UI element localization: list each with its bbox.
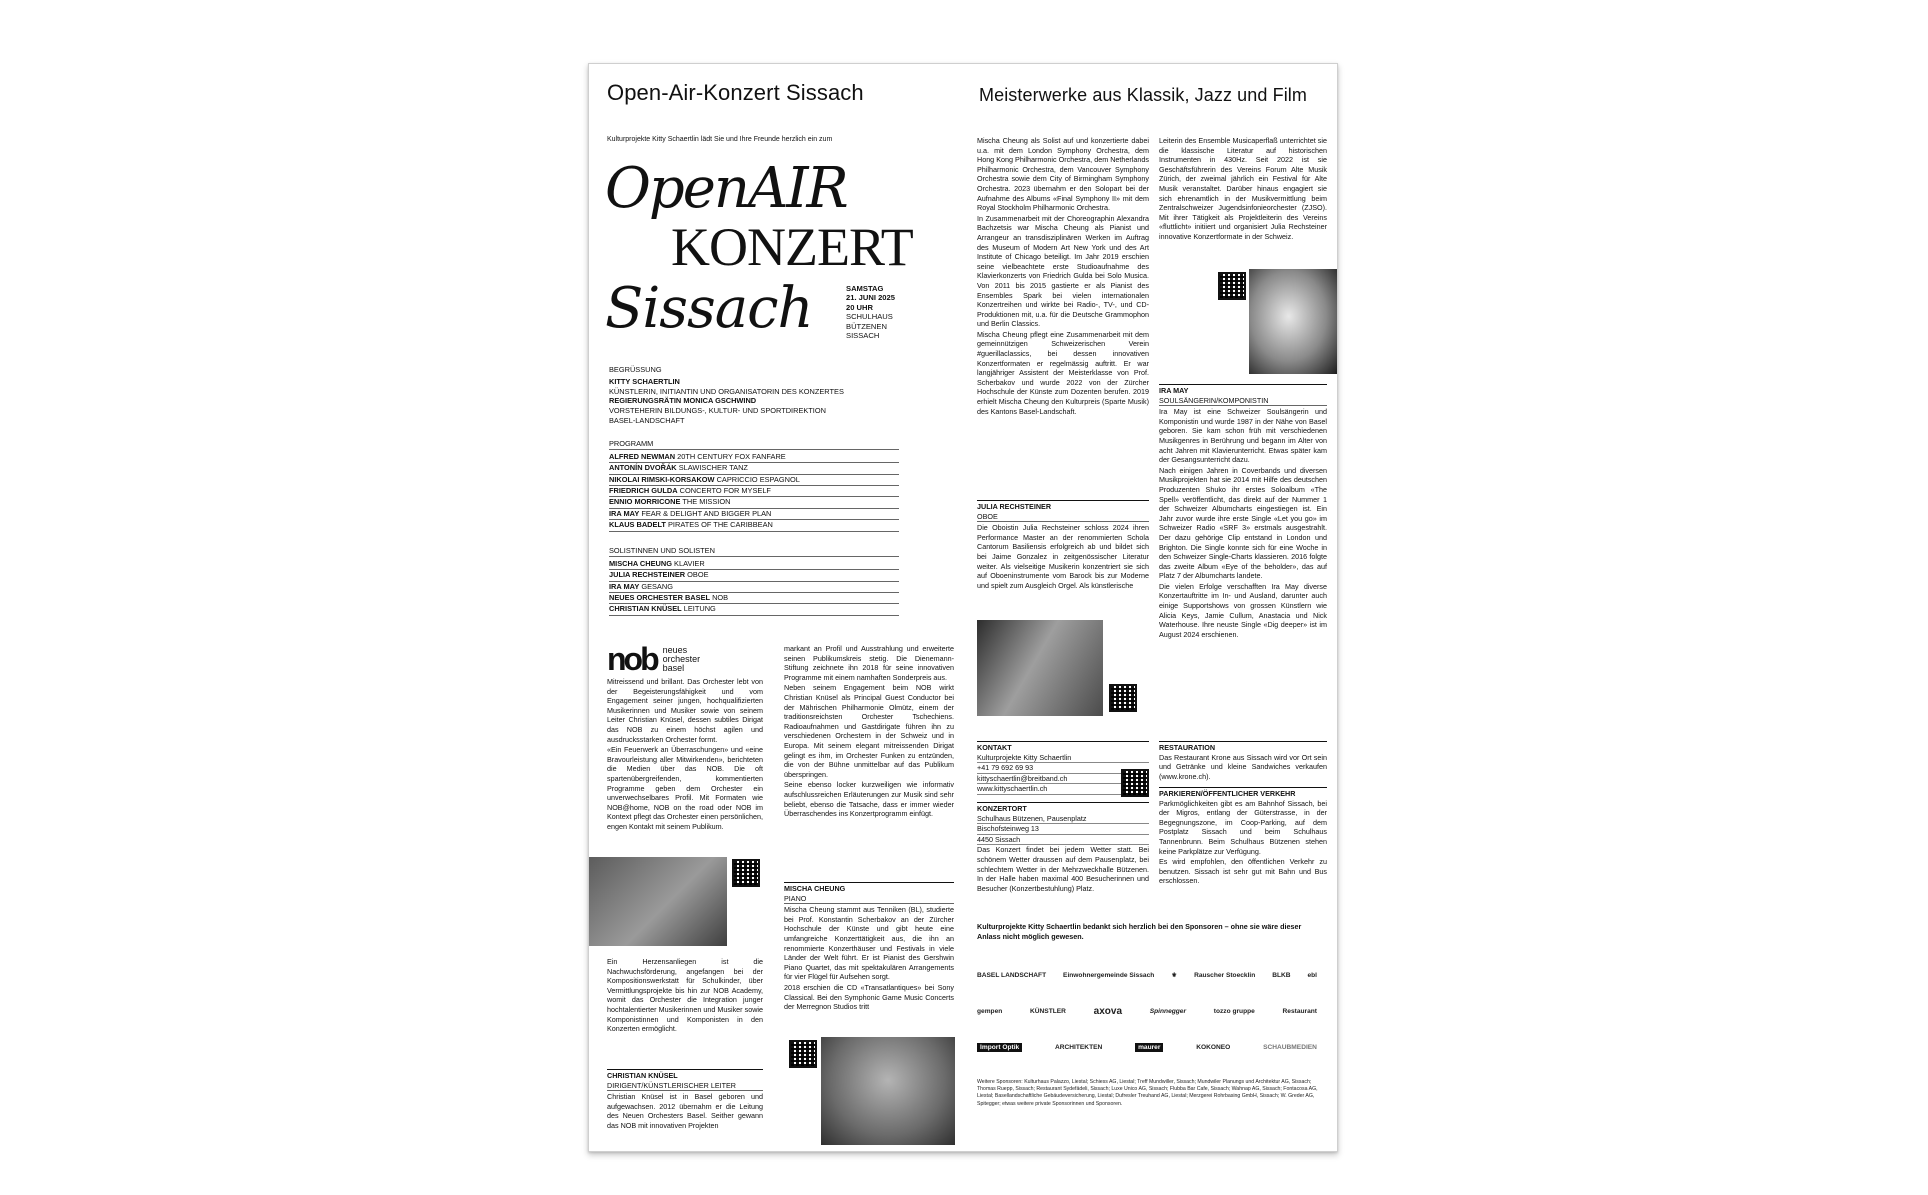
sponsor-logo: Restaurant (1282, 1007, 1317, 1015)
cheung-bio: MISCHA CHEUNG PIANO Mischa Cheung stammt aus Tenniken (BL), studierte bei Prof. Konstantin Scherbakov an der Zürcher Hochschule der Künste und gibt heute eine umfangreiche Konzerttätigkeit aus, die ihn an renommierte Konzerthäuser und Festivals in viele Länder der Welt führt. Er ist Pianist des Gershwin Piano Quartet, das mit spektakulären Arrangements für vier Flügel für Aufsehen sorgt. 2018 erschien die CD «Transatlantiques» bei Sony Classical. Bei den Symphonic Game Music Concerts der Merregnon Studios tritt (784, 884, 954, 1012)
event-date: 21. JUNI 2025 (846, 293, 895, 303)
greeting-role-1: KÜNSTLERIN, INITIANTIN UND ORGANISATORIN DES KONZERTES (609, 386, 844, 396)
event-venue-3: SISSACH (846, 331, 880, 341)
kontakt-block: KONTAKT Kulturprojekte Kitty Schaertlin +41 79 692 69 93 kittyschaertlin@breitband.ch www.kittyschaertlin.ch (977, 741, 1149, 795)
title-sissach: Sissach (605, 276, 813, 341)
cheung-bio-continued: Mischa Cheung als Solist auf und konzertierte dabei u.a. mit dem London Symphony Orchestra, dem Hong Kong Philharmonic Orchestra, dem Netherlands Philharmonic Orchestra, dem Vancouver Symphony Orchestra sowie dem City of Birmingham Symphony Orchestra. 2023 übernahm er den Solopart bei der Aufnahme des Albums «Final Symphony II» mit dem Royal Stockholm Philharmonic Orchestra. In Zusammenarbeit mit der Choreographin Alexandra Bachzetsis war Mischa Cheung als Pianist und Arrangeur an transdisziplinären Werken im Auftrag des Museum of Modern Art New York und des Art Institute of Chicago beteiligt. Im Jahr 2019 erschien seine vielbeachtete erste Studioaufnahme des Klavierkonzerts von Friedrich Gulda bei Solo Musica. Von 2011 bis 2015 gastierte er als Pianist des Ensembles Spark bei vielen internationalen Konzertreihen und wirkte bei Radio-, TV-, und CD-Produktionen mit, u.a. für die Deutsche Grammophon und Berlin Classics. Mischa Cheung pflegt eine Zusammenarbeit mit dem gemeinnützigen Schweizerischen Verein #guerillaclassics, bei dessen innovativen Konzertformaten er regelmässig auftritt. Er war langjähriger Assistent der Meisterklasse von Prof. Scherbakov und wurde 2022 von der Zürcher Hochschule der Künste zum Dozenten berufen. 2019 erhielt Mischa Cheung den Kulturpreis (Sparte Musik) des Kantons Basel-Landschaft. (977, 136, 1149, 416)
sponsor-logo: Spinnegger (1149, 1007, 1187, 1015)
soloist-item: CHRISTIAN KNÜSEL LEITUNG (609, 604, 899, 615)
sponsor-logo: BASEL LANDSCHAFT (977, 971, 1047, 979)
greeting-block (609, 365, 899, 426)
nob-qr-code (732, 859, 760, 887)
sponsor-logo: ARCHITEKTEN (1055, 1043, 1103, 1051)
sponsor-logo: gempen (977, 1007, 1003, 1015)
sponsor-logo: Import Optik (977, 1043, 1022, 1052)
sponsor-logo: maurer (1135, 1043, 1163, 1052)
program-item: FRIEDRICH GULDA CONCERTO FOR MYSELF (609, 486, 899, 497)
event-venue-1: SCHULHAUS (846, 312, 893, 322)
kontakt-qr-code (1121, 769, 1149, 797)
restauration-block: RESTAURATION Das Restaurant Krone aus Sissach wird vor Ort sein und Getränke und kleine Sandwiches verkaufen (www.krone.ch). (1159, 743, 1327, 781)
cheung-qr-code (789, 1040, 817, 1068)
title-open-air: OpenAIR (605, 156, 847, 221)
program-item: ENNIO MORRICONE THE MISSION (609, 497, 899, 508)
logo-row-1 (977, 957, 1317, 993)
rechsteiner-photo (977, 620, 1103, 716)
knuesel-continued: markant an Profil und Ausstrahlung und erweiterte seinen Publikumskreis stetig. Die Dienemann-Stiftung zeichnete ihn 2018 für seine innovativen Programme mit einem namhaften Sonderpreis aus. Neben seinem Engagement beim NOB wirkt Christian Knüsel als Principal Guest Conductor bei der Mährischen Philharmonie Olmütz, einem der traditionsreichsten Orchester Tschechiens. Radioaufnahmen und Gastdirigate führen ihn zu verschiedenen Orchestern in der Schweiz und in Europa. Mit seinem elegant mitreissenden Dirigat gelingt es ihm, im Orchester Funken zu entzünden, die von der Bühne unmittelbar auf das Publikum überspringen. Seine ebenso locker kurzweiligen wie informativ aufschlussreichen Erläuterungen zur Musik sind sehr beliebt, ebenso die Tatsache, dass er immer wieder Überraschendes ins Konzertprogramm einfügt. (784, 644, 954, 819)
knuesel-bio: CHRISTIAN KNÜSEL DIRIGENT/KÜNSTLERISCHER LEITER Christian Knüsel ist in Basel geboren und aufgewachsen. 2012 übernahm er die Leitung des Neuen Orchesters Basel. Seither gewann das NOB mit innovativen Projekten (607, 1071, 763, 1130)
sponsor-logo: KOKONEO (1196, 1043, 1231, 1051)
event-venue-2: BÜTZENEN (846, 321, 887, 331)
iramay-photo (1249, 269, 1337, 374)
program-item: IRA MAY FEAR & DELIGHT AND BIGGER PLAN (609, 509, 899, 520)
program-item: KLAUS BADELT PIRATES OF THE CARIBBEAN (609, 520, 899, 531)
nob-logo-words: neues orchester basel (662, 644, 701, 673)
cheung-photo (821, 1037, 955, 1145)
event-day: SAMSTAG (846, 284, 884, 293)
poster-sheet (588, 63, 1338, 1152)
greeting-role-2: VORSTEHERIN BILDUNGS-, KULTUR- UND SPORTDIREKTION (609, 406, 826, 416)
sponsor-logo: ebl (1307, 971, 1317, 979)
conductor-photo (589, 857, 727, 946)
logo-row-2 (977, 993, 1317, 1029)
nob-logo-mark: nob (607, 641, 657, 677)
konzertort-block: KONZERTORT Schulhaus Bützenen, Pausenplatz Bischofsteinweg 13 4450 Sissach Das Konzert findet bei jedem Wetter statt. Bei schönem Wetter draussen auf dem Pausenplatz, bei schlechtem Wetter in der Mehrzweckhalle Bützenen. In der Halle haben maximal 400 Besucherinnen und Besucher (Konzertbestuhlung) Platz. (977, 804, 1149, 893)
greeting-label: BEGRÜSSUNG (609, 365, 662, 374)
sponsor-logo: Einwohnergemeinde Sissach (1063, 971, 1155, 979)
soloist-item: MISCHA CHEUNG KLAVIER (609, 559, 899, 570)
nob-logo (607, 641, 701, 677)
soloist-item: NEUES ORCHESTER BASEL NOB (609, 593, 899, 604)
nob-text: Mitreissend und brillant. Das Orchester lebt von der Begeisterungsfähigkeit und vom Engagement seiner jungen, hochqualifizierten Musikerinnen und Musiker sowie von seinem Leiter Christian Knüsel, dessen subtiles Dirigat das NOB zu einem höchst agilen und ausdrucksstarken Orchester formt. «Ein Feuerwerk an Überraschungen» und «eine Bravourleistung aller Mitwirkenden», berichteten die Medien über das NOB. Die oft spartenübergreifenden, kommentierten Programme geben dem Orchester ein unverwechselbares Profil. Mit Formaten wie NOB@home, NOB on the road oder NOB im Kontext pflegt das Orchester einen persönlichen, engen Kontakt mit seinem Publikum. (607, 677, 763, 831)
program-item: NIKOLAI RIMSKI-KORSAKOW CAPRICCIO ESPAGNOL (609, 475, 899, 486)
iramay-bio: IRA MAY SOULSÄNGERIN/KOMPONISTIN Ira May ist eine Schweizer Soulsängerin und Komponistin und wurde 1987 in der Nähe von Basel geboren. Sie kam schon früh mit verschiedenen Musikgenres in Berührung und begann im Alter von acht Jahren mit Klavierunterricht. Etwas später kam der Gesangsunterricht dazu. Nach einigen Jahren in Coverbands und diversen Musikprojekten hat sie 2014 mit Hilfe des deutschen Produzenten Shuko ihr erstes Soloalbum «The Spell» veröffentlicht, das direkt auf der Nummer 1 der Schweizer Albumcharts eingestiegen ist. Ein Jahr zuvor wurde ihre erste Single «Let you go» im Schweizer Radio «SRF 3» erstmals ausgestrahlt. Der dazu gehörige Clip entstand in London und Brighton. Die Single konnte sich für eine Woche in den Schweizer Single-Charts klassieren. 2016 folgte das zweite Album «Eye of the beholder», das auf Platz 7 der Albumcharts landete. Die vielen Erfolge verschafften Ira May diverse Konzertauftritte im In- und Ausland, darunter auch einige Supportshows von grossen Künstlern wie Alicia Keys, Jamie Cullum, Anastacia und Nick Waterhouse. Ihre neuste Single «Dig deeper» ist im August 2024 erschienen. (1159, 386, 1327, 639)
soloist-item: IRA MAY GESANG (609, 582, 899, 593)
sponsor-logo: SCHAUBMEDIEN (1263, 1043, 1317, 1051)
sponsor-logo: Rauscher Stoecklin (1194, 971, 1256, 979)
further-sponsors: Weitere Sponsoren: Kulturhaus Palazzo, Liestal; Schiess AG, Liestal; Treff Mundwiller, Sissach; Mundwiler Planungs und Architektur AG, Sissach; Thomas Ruepp, Sissach; Restaurant Sydefädeli, Sissach; Luxe Unico AG, Sissach; Flubba Bar Cafe, Sissach; Wahnap AG, Sissach; Fontacosa AG, Liestal; Basellandschaftliche Gebäudeversicherung, Liestal; Dufresler Treuhand AG, Liestal; Merzgerei Rohrbasing GmbH, Sissach; W. Greder AG, Spitegger; etwas weitere private Sponsorinnen und Sponsoren. (977, 1079, 1318, 1107)
sponsor-logo: BLKB (1272, 971, 1291, 979)
soloist-item: JULIA RECHSTEINER OBOE (609, 570, 899, 581)
greeting-person-2: REGIERUNGSRÄTIN MONICA GSCHWIND (609, 396, 757, 406)
sponsor-logo: axova (1093, 1005, 1123, 1017)
sponsor-thanks: Kulturprojekte Kitty Schaertlin bedankt sich herzlich bei den Sponsoren – ohne sie wäre dieser Anlass nicht möglich gewesen. (977, 922, 1302, 941)
program-block (609, 439, 899, 532)
event-time: 20 UHR (846, 302, 874, 312)
header-right-subtitle: Meisterwerke aus Klassik, Jazz und Film (979, 85, 1307, 105)
rechsteiner-qr-code (1109, 684, 1137, 712)
parking-block: PARKIEREN/ÖFFENTLICHER VERKEHR Parkmöglichkeiten gibt es am Bahnhof Sissach, bei der Migros, entlang der Güterstrasse, in der Begegnungszone, im Coop-Parking, auf dem Postplatz Sissach und beim Schulhaus Tannenbrunn. Beim Schulhaus Bützenen stehen keine Parkplätze zur Verfügung. Es wird empfohlen, den öffentlichen Verkehr zu benutzen. Sissach ist sehr gut mit Bahn und Bus erschlossen. (1159, 789, 1327, 886)
sponsor-logo: tozzo gruppe (1213, 1007, 1255, 1015)
logo-row-3 (977, 1029, 1317, 1065)
sponsor-logos (977, 957, 1317, 1065)
program-item: ANTONÍN DVOŘÁK SLAWISCHER TANZ (609, 463, 899, 474)
event-details (846, 284, 895, 340)
rechsteiner-bio: JULIA RECHSTEINER OBOE Die Oboistin Julia Rechsteiner schloss 2024 ihren Performance Master an der renommierten Schola Cantorum Basiliensis erfolgreich ab und bildet sich bei Jaime Gonzalez in zeitgenössischer Literatur weiter. Als vielseitige Musikerin konzentriert sie sich auf Oboeninstrumente vom Barock bis zur Moderne und spielt zum Ausgleich Orgel. Als künstlerische (977, 502, 1149, 590)
rechsteiner-bio-continued: Leiterin des Ensemble Musicaperflaß unterrichtet sie die klassische Literatur auf historischen Instrumenten in 430Hz. Seit 2022 ist sie Geschäftsführerin des Vereins Forum Alte Musik Zürich, der zweimal jährlich ein Festival für Alte Musik veranstaltet. Darüber hinaus engagiert sie sich ehrenamtlich in der Musikvermittlung beim Zentralschweizer Jugendsinfonieorchester (ZJSO). Mit ihrer Tätigkeit als Projektleiterin des Vereins «fluttlicht» initiiert und organisiert Julia Rechsteiner innovative Konzertformate in der Schweiz. (1159, 136, 1327, 241)
greeting-person-1: KITTY SCHAERTLIN (609, 376, 680, 386)
header-left-title: Open-Air-Konzert Sissach (607, 80, 864, 105)
program-item: ALFRED NEWMAN 20TH CENTURY FOX FANFARE (609, 452, 899, 463)
sponsor-logo: ⚜ (1171, 972, 1178, 979)
iramay-qr-code (1218, 272, 1246, 300)
program-label: PROGRAMM (609, 439, 899, 450)
sponsor-logo: KÜNSTLER (1030, 1007, 1066, 1015)
soloists-block (609, 546, 899, 616)
intro-line: Kulturprojekte Kitty Schaertlin lädt Sie und Ihre Freunde herzlich ein zum (607, 136, 833, 143)
soloists-label: SOLISTINNEN UND SOLISTEN (609, 546, 899, 557)
nob-youth-text: Ein Herzensanliegen ist die Nachwuchsförderung, angefangen bei der Kompositionswerkstatt für Schulkinder, über Vermittlungsprojekte bis hin zur NOB Academy, womit das Orchester die Integration junger hochtalentierter Musikerinnen und Musiker sowie Komponistinnen und Komponisten in den Konzerten ermöglicht. (607, 957, 763, 1034)
title-konzert: KONZERT (671, 217, 913, 277)
greeting-role-3: BASEL-LANDSCHAFT (609, 415, 685, 425)
